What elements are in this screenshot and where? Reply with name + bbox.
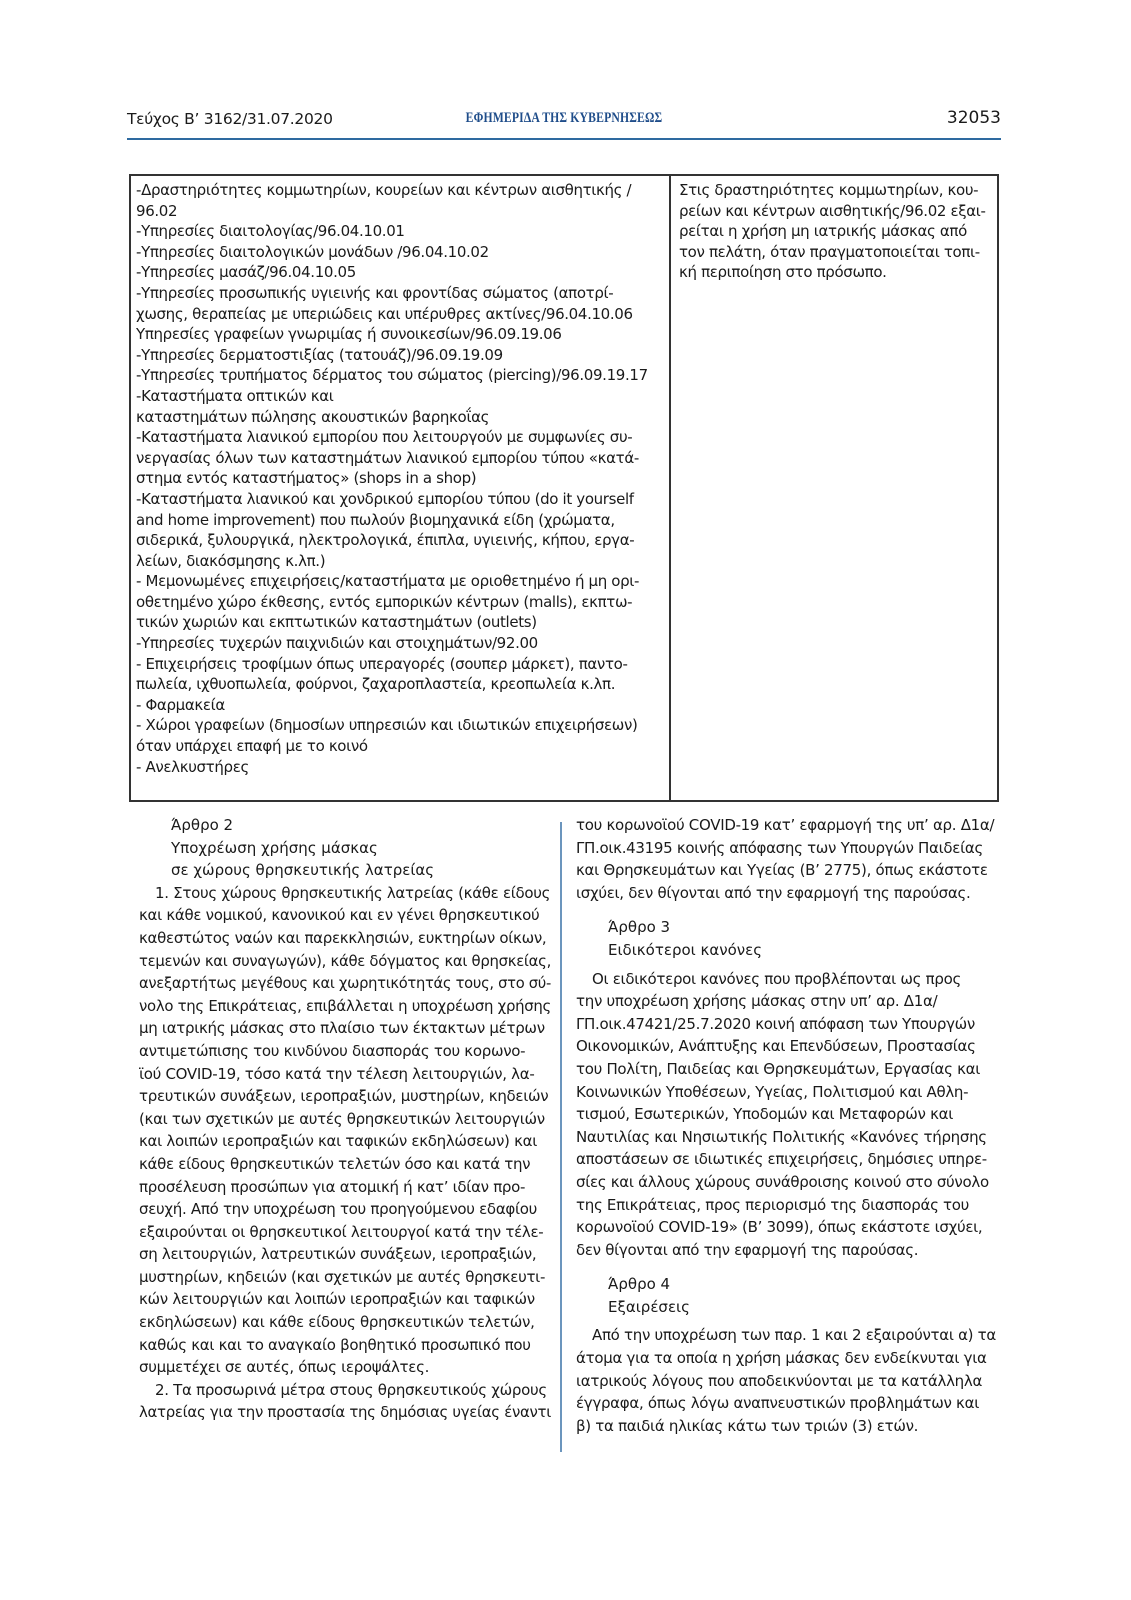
text-span: β) τα παιδιά ηλικίας κάτω των τριών (3) ετών. [576,1416,919,1435]
text-line [139,1356,551,1379]
text-line [139,1401,551,1424]
text-line [136,736,663,757]
text-line [139,1017,551,1040]
text-span: -Υπηρεσίες τυχερών παιχνιδιών και στοιχημάτων/92.00 [136,634,538,653]
text-line [576,859,996,882]
text-span: του Πολίτη, Παιδείας και Θρησκευμάτων, Εργασίας και [576,1059,980,1078]
text-line [136,530,663,551]
text-span: and home improvement) που πωλούν βιομηχανικά είδη (χρώματα, [136,510,615,529]
text-span: χωσης, θεραπείας με υπεριώδεις και υπέρυθρες ακτίνες/96.04.10.06 [136,304,633,323]
text-span: Οικονομικών, Ανάπτυξης και Επενδύσεων, Προστασίας [576,1037,976,1056]
text-span: ρείων και κέντρων αισθητικής/96.02 εξαι- [679,201,986,220]
journal-title: ΕΦΗΜΕΡΙΔΑ ΤΗΣ ΚΥΒΕΡΝΗΣΕΩΣ [465,110,663,126]
table-notes-cell [671,176,997,800]
text-span: κάθε είδους θρησκευτικών τελετών όσο και κατά την [139,1154,531,1173]
text-span: ανεξαρτήτως μεγέθους και χωρητικότητάς τους, στο σύ- [139,974,551,993]
text-span: κή περιποίηση στο πρόσωπο. [679,263,887,282]
text-line [136,242,663,263]
text-span: εξαιρούνται οι θρησκευτικοί λειτουργοί κατά την τέλε- [139,1222,544,1241]
text-span: τον πελάτη, όταν πραγματοποιείται τοπι- [679,242,980,261]
text-line [136,612,663,633]
text-line [136,386,663,407]
text-span: μη ιατρικής μάσκας στο πλαίσιο των έκτακτων μέτρων [139,1019,545,1038]
left-column [139,814,551,1424]
text-span: νολο της Επικράτειας, επιβάλλεται η υποχρέωση χρήσης [139,996,551,1015]
text-line [136,757,663,778]
text-span: πωλεία, ιχθυοπωλεία, φούρνοι, ζαχαροπλαστεία, κρεοπωλεία κ.λπ. [136,675,616,694]
text-line [576,1415,996,1438]
text-line [139,1221,551,1244]
text-span: και λοιπών ιεροπραξιών και ταφικών εκδηλώσεων) και [139,1132,537,1151]
text-span: δεν θίγονται από την εφαρμογή της παρούσας. [576,1240,919,1259]
text-line [136,448,663,469]
text-span: μυστηρίων, κηδειών (και σχετικών με αυτές θρησκευτι- [139,1267,546,1286]
text-line [576,1148,996,1171]
text-span: της Επικράτειας, προς περιορισμό της διασποράς του [576,1195,970,1214]
text-line [576,1347,996,1370]
text-span: ϊού COVID-19, τόσο κατά την τέλεση λειτουργιών, λα- [139,1064,535,1083]
text-span: καθώς και και το αναγκαίο βοηθητικό προσωπικό που [139,1335,531,1354]
text-span: -Υπηρεσίες διαιτολογίας/96.04.10.01 [136,222,405,241]
text-span: -Υπηρεσίες προσωπικής υγιεινής και φροντίδας σώματος (αποτρί- [136,283,614,302]
text-line [139,1334,551,1357]
text-line [136,510,663,531]
text-line [139,1379,551,1402]
text-line [139,1176,551,1199]
text-line [136,489,663,510]
text-span: - Χώροι γραφείων (δημοσίων υπηρεσιών και ιδιωτικών επιχειρήσεων) [136,716,638,735]
text-line [576,1035,996,1058]
text-line [576,882,996,905]
text-span: όταν υπάρχει επαφή με το κοινό [136,737,368,756]
text-span: -Καταστήματα λιανικού και χονδρικού εμπορίου τύπου (do it yourself [136,489,634,508]
text-line [136,654,663,675]
article-3-body [576,968,996,1262]
page-number: 32053 [946,108,1001,128]
text-line [139,995,551,1018]
header-rule [127,138,1001,140]
text-span: αποστάσεων σε ιδιωτικές επιχειρήσεις, δημόσιες υπηρε- [576,1150,987,1169]
text-span: καταστημάτων πώλησης ακουστικών βαρηκοΐας [136,407,490,426]
text-span: προσέλευση προσώπων για ατομική ή κατ’ ιδίαν προ- [139,1177,526,1196]
text-line [576,1013,996,1036]
text-span: -Υπηρεσίες διαιτολογικών μονάδων /96.04.10.02 [136,242,489,261]
text-line [139,1130,551,1153]
text-line [139,1153,551,1176]
text-line [139,1108,551,1131]
text-span: Στις δραστηριότητες κομμωτηρίων, κου- [679,181,979,199]
text-line [679,242,991,263]
text-span: κορωνοϊού COVID-19» (Β’ 3099), όπως εκάστοτε ισχύει, [576,1218,983,1237]
text-span: έγγραφα, όπως λόγω αναπνευστικών προβλημάτων και [576,1394,979,1413]
text-line [139,1243,551,1266]
text-line [139,1266,551,1289]
text-line [576,1171,996,1194]
text-span: - Μεμονωμένες επιχειρήσεις/καταστήματα με οριοθετημένο ή μη ορι- [136,572,640,591]
text-span: - Ανελκυστήρες [136,757,249,776]
text-line [576,1103,996,1126]
text-span: τικών χωριών και εκπτωτικών καταστημάτων (outlets) [136,613,537,632]
text-line [576,1370,996,1393]
text-span: σίες και άλλους χώρους συνάθροισης κοινού στο σύνολο [576,1172,989,1191]
text-span: -Υπηρεσίες τρυπήματος δέρματος του σώματος (piercing)/96.09.19.17 [136,366,648,385]
text-line [576,1324,996,1347]
issue-reference: Τεύχος Β’ 3162/31.07.2020 [127,110,333,128]
text-line [136,407,663,428]
text-line [139,950,551,973]
text-line [679,201,991,222]
text-line [139,927,551,950]
text-span: Από την υποχρέωση των παρ. 1 και 2 εξαιρούνται α) τα [592,1326,996,1345]
text-line [576,1216,996,1239]
text-span: 1. Στους χώρους θρησκευτικής λατρείας (κάθε είδους [155,883,551,902]
text-span: ισχύει, δεν θίγονται από την εφαρμογή της παρούσας. [576,883,971,902]
text-line [136,695,663,716]
text-span: 2. Τα προσωρινά μέτρα στους θρησκευτικούς χώρους [155,1380,547,1399]
text-line [136,365,663,386]
text-span: συμμετέχει σε αυτές, όπως ιεροψάλτες. [139,1358,430,1377]
text-line [576,968,996,991]
text-line [576,837,996,860]
table-activities-cell [131,176,671,800]
text-span: νεργασίας όλων των καταστημάτων λιανικού εμπορίου τύπου «κατά- [136,448,639,467]
text-span: (και των σχετικών με αυτές θρησκευτικών λειτουργιών [139,1109,545,1128]
text-line [136,283,663,304]
text-span: Κοινωνικών Υποθέσεων, Υγείας, Πολιτισμού και Αθλη- [576,1082,969,1101]
text-span: σιδερικά, ξυλουργικά, ηλεκτρολογικά, έπιπλα, υγιεινής, κήπου, εργα- [136,531,635,550]
text-line [136,221,663,242]
text-span: εκδηλώσεων) και κάθε είδους θρησκευτικών τελετών, [139,1313,535,1332]
text-span: - Επιχειρήσεις τροφίμων όπως υπεραγορές (σουπερ μάρκετ), παντο- [136,654,628,673]
activities-table [129,174,999,802]
text-span: κών λειτουργιών και λοιπών ιεροπραξιών και ταφικών [139,1290,535,1309]
text-span: ση λειτουργιών, λατρευτικών συνάξεων, ιεροπραξιών, [139,1245,537,1264]
text-line [679,180,991,201]
text-line [679,262,991,283]
text-line [136,304,663,325]
text-line [136,674,663,695]
text-span: στημα εντός καταστήματος» (shops in a shop) [136,469,477,488]
text-span: λατρείας για την προστασία της δημόσιας υγείας έναντι [139,1403,551,1422]
text-line [136,427,663,448]
text-line [136,468,663,489]
text-line [576,1239,996,1262]
article-2-number: Άρθρο 2 [171,816,234,834]
text-span: ΓΠ.οικ.43195 κοινής απόφασης των Υπουργών Παιδείας [576,838,983,857]
text-span: -Καταστήματα οπτικών και [136,386,334,405]
text-line [576,1058,996,1081]
text-line [576,1081,996,1104]
column-divider [560,822,562,1452]
text-span: τισμού, Εσωτερικών, Υποδομών και Μεταφορών και [576,1105,953,1124]
text-span: -Υπηρεσίες δερματοστιξίας (τατουάζ)/96.09.19.09 [136,345,503,364]
text-line [139,904,551,927]
text-line [139,1198,551,1221]
text-line [136,262,663,283]
text-span: και Θρησκευμάτων και Υγείας (Β’ 2775), όπως εκάστοτε [576,861,988,880]
right-column [576,814,996,1437]
text-line [139,1040,551,1063]
text-span: τεμενών και συναγωγών), κάθε δόγματος και θρησκείας, [139,951,551,970]
text-span: Υπηρεσίες γραφείων γνωριμίας ή συνοικεσίων/96.09.19.06 [136,325,562,344]
article-3-number: Άρθρο 3 [608,918,671,937]
text-line [139,1085,551,1108]
text-span: -Δραστηριότητες κομμωτηρίων, κουρείων και κέντρων αισθητικής / [136,181,632,199]
text-span: -Καταστήματα λιανικού εμπορίου που λειτουργούν με συμφωνίες συ- [136,428,633,447]
text-line [139,1311,551,1334]
text-line [136,571,663,592]
text-line [136,324,663,345]
text-line [136,592,663,613]
text-line [136,633,663,654]
text-span: 96.02 [136,201,178,220]
text-span: και κάθε νομικού, κανονικού και εν γένει θρησκευτικού [139,906,540,925]
text-line [576,814,996,837]
text-line [139,972,551,995]
article-2-body [139,882,551,1424]
text-line [136,345,663,366]
text-span: - Φαρμακεία [136,695,225,714]
text-line [139,1288,551,1311]
text-span: σευχή. Από την υποχρέωση του προηγούμενου εδαφίου [139,1200,538,1219]
text-span: -Υπηρεσίες μασάζ/96.04.10.05 [136,263,356,282]
article-4-title: Εξαιρέσεις [608,1297,690,1316]
text-line [136,180,663,201]
text-span: άτομα για τα οποία η χρήση μάσκας δεν ενδείκνυται για [576,1349,987,1368]
text-span: οθετημένο χώρο έκθεσης, εντός εμπορικών κέντρων (malls), εκπτω- [136,592,633,611]
article-2-continued [576,814,996,904]
text-line [139,882,551,905]
text-span: τρευτικών συνάξεων, ιεροπραξιών, μυστηρίων, κηδειών [139,1087,549,1106]
text-span: την υποχρέωση χρήσης μάσκας στην υπ’ αρ. Δ1α/ [576,992,938,1011]
text-span: καθεστώτος ναών και παρεκκλησιών, ευκτηρίων οίκων, [139,928,547,947]
text-line [136,551,663,572]
text-line [136,201,663,222]
article-3-title: Ειδικότεροι κανόνες [608,940,763,959]
text-line [576,990,996,1013]
text-span: ιατρικούς λόγους που αποδεικνύονται με τα κατάλληλα [576,1371,983,1390]
text-span: λείων, διακόσμησης κ.λπ.) [136,551,326,570]
text-line [576,1194,996,1217]
article-4-body [576,1324,996,1437]
article-2-title-line: σε χώρους θρησκευτικής λατρείας [171,861,435,880]
article-2-title-line: Υποχρέωση χρήσης μάσκας [171,838,378,857]
text-span: Οι ειδικότεροι κανόνες που προβλέπονται ως προς [592,969,961,988]
text-span: αντιμετώπισης του κινδύνου διασποράς του κορωνο- [139,1041,526,1060]
text-line [139,1063,551,1086]
text-line [679,221,991,242]
text-span: ΓΠ.οικ.47421/25.7.2020 κοινή απόφαση των Υπουργών [576,1014,975,1033]
article-4-number: Άρθρο 4 [608,1275,671,1294]
text-line [576,1392,996,1415]
text-span: του κορωνοϊού COVID-19 κατ’ εφαρμογή της υπ’ αρ. Δ1α/ [576,816,995,834]
text-span: ρείται η χρήση μη ιατρικής μάσκας από [679,222,967,241]
text-line [576,1126,996,1149]
text-span: Ναυτιλίας και Νησιωτικής Πολιτικής «Κανόνες τήρησης [576,1127,987,1146]
text-line [136,715,663,736]
